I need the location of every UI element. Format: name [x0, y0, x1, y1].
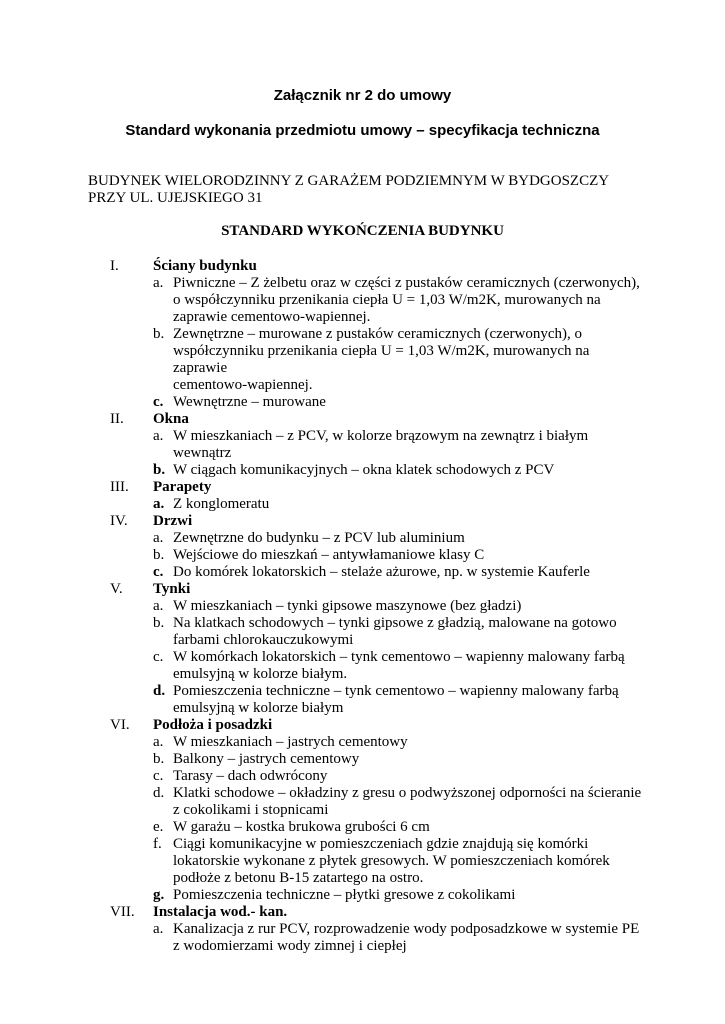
document-subtitle: Standard wykonania przedmiotu umowy – specyfikacja techniczna	[125, 122, 600, 139]
list-item	[0, 887, 725, 904]
section-title: Tynki	[153, 581, 191, 597]
item-letter: b.	[153, 751, 165, 767]
item-text-line: o współczynniku przenikania ciepła U = 1,03 W/m2K, murowanych na	[173, 292, 601, 308]
list-item	[0, 547, 725, 564]
section-numeral: II.	[110, 411, 124, 427]
list-item	[0, 462, 725, 479]
item-letter: c.	[153, 564, 164, 580]
item-text-line: Klatki schodowe – okładziny z gresu o podwyższonej odporności na ścieranie	[173, 785, 642, 801]
section-title: Parapety	[153, 479, 212, 495]
list-item	[0, 785, 725, 819]
section-title: Ściany budynku	[153, 258, 257, 274]
item-letter: e.	[153, 819, 164, 835]
section-numeral: VI.	[110, 717, 130, 733]
list-item	[0, 598, 725, 615]
item-letter: a.	[153, 530, 164, 546]
item-text-line: W mieszkaniach – jastrych cementowy	[173, 734, 408, 750]
item-text-line: W mieszkaniach – tynki gipsowe maszynowe (bez gładzi)	[173, 598, 522, 614]
item-text-line: Do komórek lokatorskich – stelaże ażurowe, np. w systemie Kauferle	[173, 564, 590, 580]
list-item	[0, 768, 725, 785]
list-item	[0, 921, 725, 955]
item-text-line: cementowo-wapiennej.	[173, 377, 313, 393]
document-title: Załącznik nr 2 do umowy	[273, 87, 452, 104]
item-text-line: wewnątrz	[173, 445, 232, 461]
list-item	[0, 615, 725, 649]
item-letter: c.	[153, 394, 164, 410]
item-text-line: W ciągach komunikacyjnych – okna klatek schodowych z PCV	[173, 462, 555, 478]
item-text-line: Z konglomeratu	[173, 496, 270, 512]
item-text-line: farbami chlorokauczukowymi	[173, 632, 354, 648]
list-item	[0, 496, 725, 513]
item-text-line: emulsyjną w kolorze białym.	[173, 666, 348, 682]
section-title: Drzwi	[153, 513, 193, 529]
item-text-line: Tarasy – dach odwrócony	[173, 768, 328, 784]
item-text-line: W mieszkaniach – z PCV, w kolorze brązowym na zewnątrz i białym	[173, 428, 589, 444]
section-title: Okna	[153, 411, 189, 427]
item-letter: g.	[153, 887, 165, 903]
item-text-line: Piwniczne – Z żelbetu oraz w części z pustaków ceramicznych (czerwonych),	[173, 275, 640, 291]
item-letter: a.	[153, 496, 165, 512]
section	[0, 258, 725, 411]
list-item	[0, 751, 725, 768]
item-text-line: Wewnętrzne – murowane	[173, 394, 326, 410]
item-letter: a.	[153, 428, 164, 444]
item-text-line: Ciągi komunikacyjne w pomieszczeniach gdzie znajdują się komórki	[173, 836, 589, 852]
list-item	[0, 326, 725, 394]
list-item	[0, 734, 725, 751]
item-letter: b.	[153, 615, 165, 631]
item-letter: a.	[153, 598, 164, 614]
section	[0, 513, 725, 581]
list-item	[0, 530, 725, 547]
item-text-line: Zewnętrzne do budynku – z PCV lub aluminium	[173, 530, 465, 546]
list-item	[0, 649, 725, 683]
list-item	[0, 275, 725, 326]
item-letter: a.	[153, 921, 164, 937]
sections-list	[0, 258, 725, 955]
item-text-line: współczynniku przenikania ciepła U = 1,03 W/m2K, murowanych na zaprawie	[173, 343, 590, 376]
building-description: BUDYNEK WIELORODZINNY Z GARAŻEM PODZIEMNYM W BYDGOSZCZY PRZY UL. UJEJSKIEGO 31	[88, 173, 609, 206]
item-text-line: Wejściowe do mieszkań – antywłamaniowe klasy C	[173, 547, 485, 563]
section	[0, 904, 725, 955]
list-item	[0, 428, 725, 462]
section	[0, 411, 725, 479]
item-text-line: z wodomierzami wody zimnej i ciepłej	[173, 938, 407, 954]
section-numeral: V.	[110, 581, 123, 597]
section-numeral: VII.	[110, 904, 135, 920]
item-text-line: Pomieszczenia techniczne – płytki gresowe z cokolikami	[173, 887, 516, 903]
item-letter: b.	[153, 326, 165, 342]
section-numeral: I.	[110, 258, 119, 274]
section	[0, 717, 725, 904]
item-letter: c.	[153, 649, 164, 665]
list-item	[0, 564, 725, 581]
item-letter: a.	[153, 275, 164, 291]
list-item	[0, 819, 725, 836]
item-letter: f.	[153, 836, 162, 852]
section-title: Instalacja wod.- kan.	[153, 904, 288, 920]
section	[0, 581, 725, 717]
item-text-line: podłoże z betonu B-15 zatartego na ostro.	[173, 870, 424, 886]
list-item	[0, 836, 725, 887]
item-text-line: z cokolikami i stopnicami	[173, 802, 329, 818]
item-text-line: zaprawie cementowo-wapiennej.	[173, 309, 371, 325]
section-numeral: III.	[110, 479, 129, 495]
item-text-line: W garażu – kostka brukowa grubości 6 cm	[173, 819, 430, 835]
section-numeral: IV.	[110, 513, 128, 529]
item-text-line: emulsyjną w kolorze białym	[173, 700, 344, 716]
item-text-line: Balkony – jastrych cementowy	[173, 751, 360, 767]
section-title: Podłoża i posadzki	[153, 717, 273, 733]
item-letter: d.	[153, 785, 165, 801]
item-text-line: Zewnętrzne – murowane z pustaków ceramicznych (czerwonych), o	[173, 326, 582, 342]
standard-heading: STANDARD WYKOŃCZENIA BUDYNKU	[221, 223, 504, 239]
item-text-line: Kanalizacja z rur PCV, rozprowadzenie wody podposadzkowe w systemie PE	[173, 921, 640, 937]
section	[0, 479, 725, 513]
item-letter: a.	[153, 734, 164, 750]
list-item	[0, 394, 725, 411]
list-item	[0, 683, 725, 717]
item-text-line: lokatorskie wykonane z płytek gresowych. W pomieszczeniach komórek	[173, 853, 610, 869]
item-letter: b.	[153, 547, 165, 563]
item-text-line: Na klatkach schodowych – tynki gipsowe z gładzią, malowane na gotowo	[173, 615, 617, 631]
item-letter: c.	[153, 768, 164, 784]
item-text-line: W komórkach lokatorskich – tynk cementowo – wapienny malowany farbą	[173, 649, 625, 665]
item-letter: d.	[153, 683, 166, 699]
item-text-line: Pomieszczenia techniczne – tynk cementowo – wapienny malowany farbą	[173, 683, 619, 699]
item-letter: b.	[153, 462, 166, 478]
